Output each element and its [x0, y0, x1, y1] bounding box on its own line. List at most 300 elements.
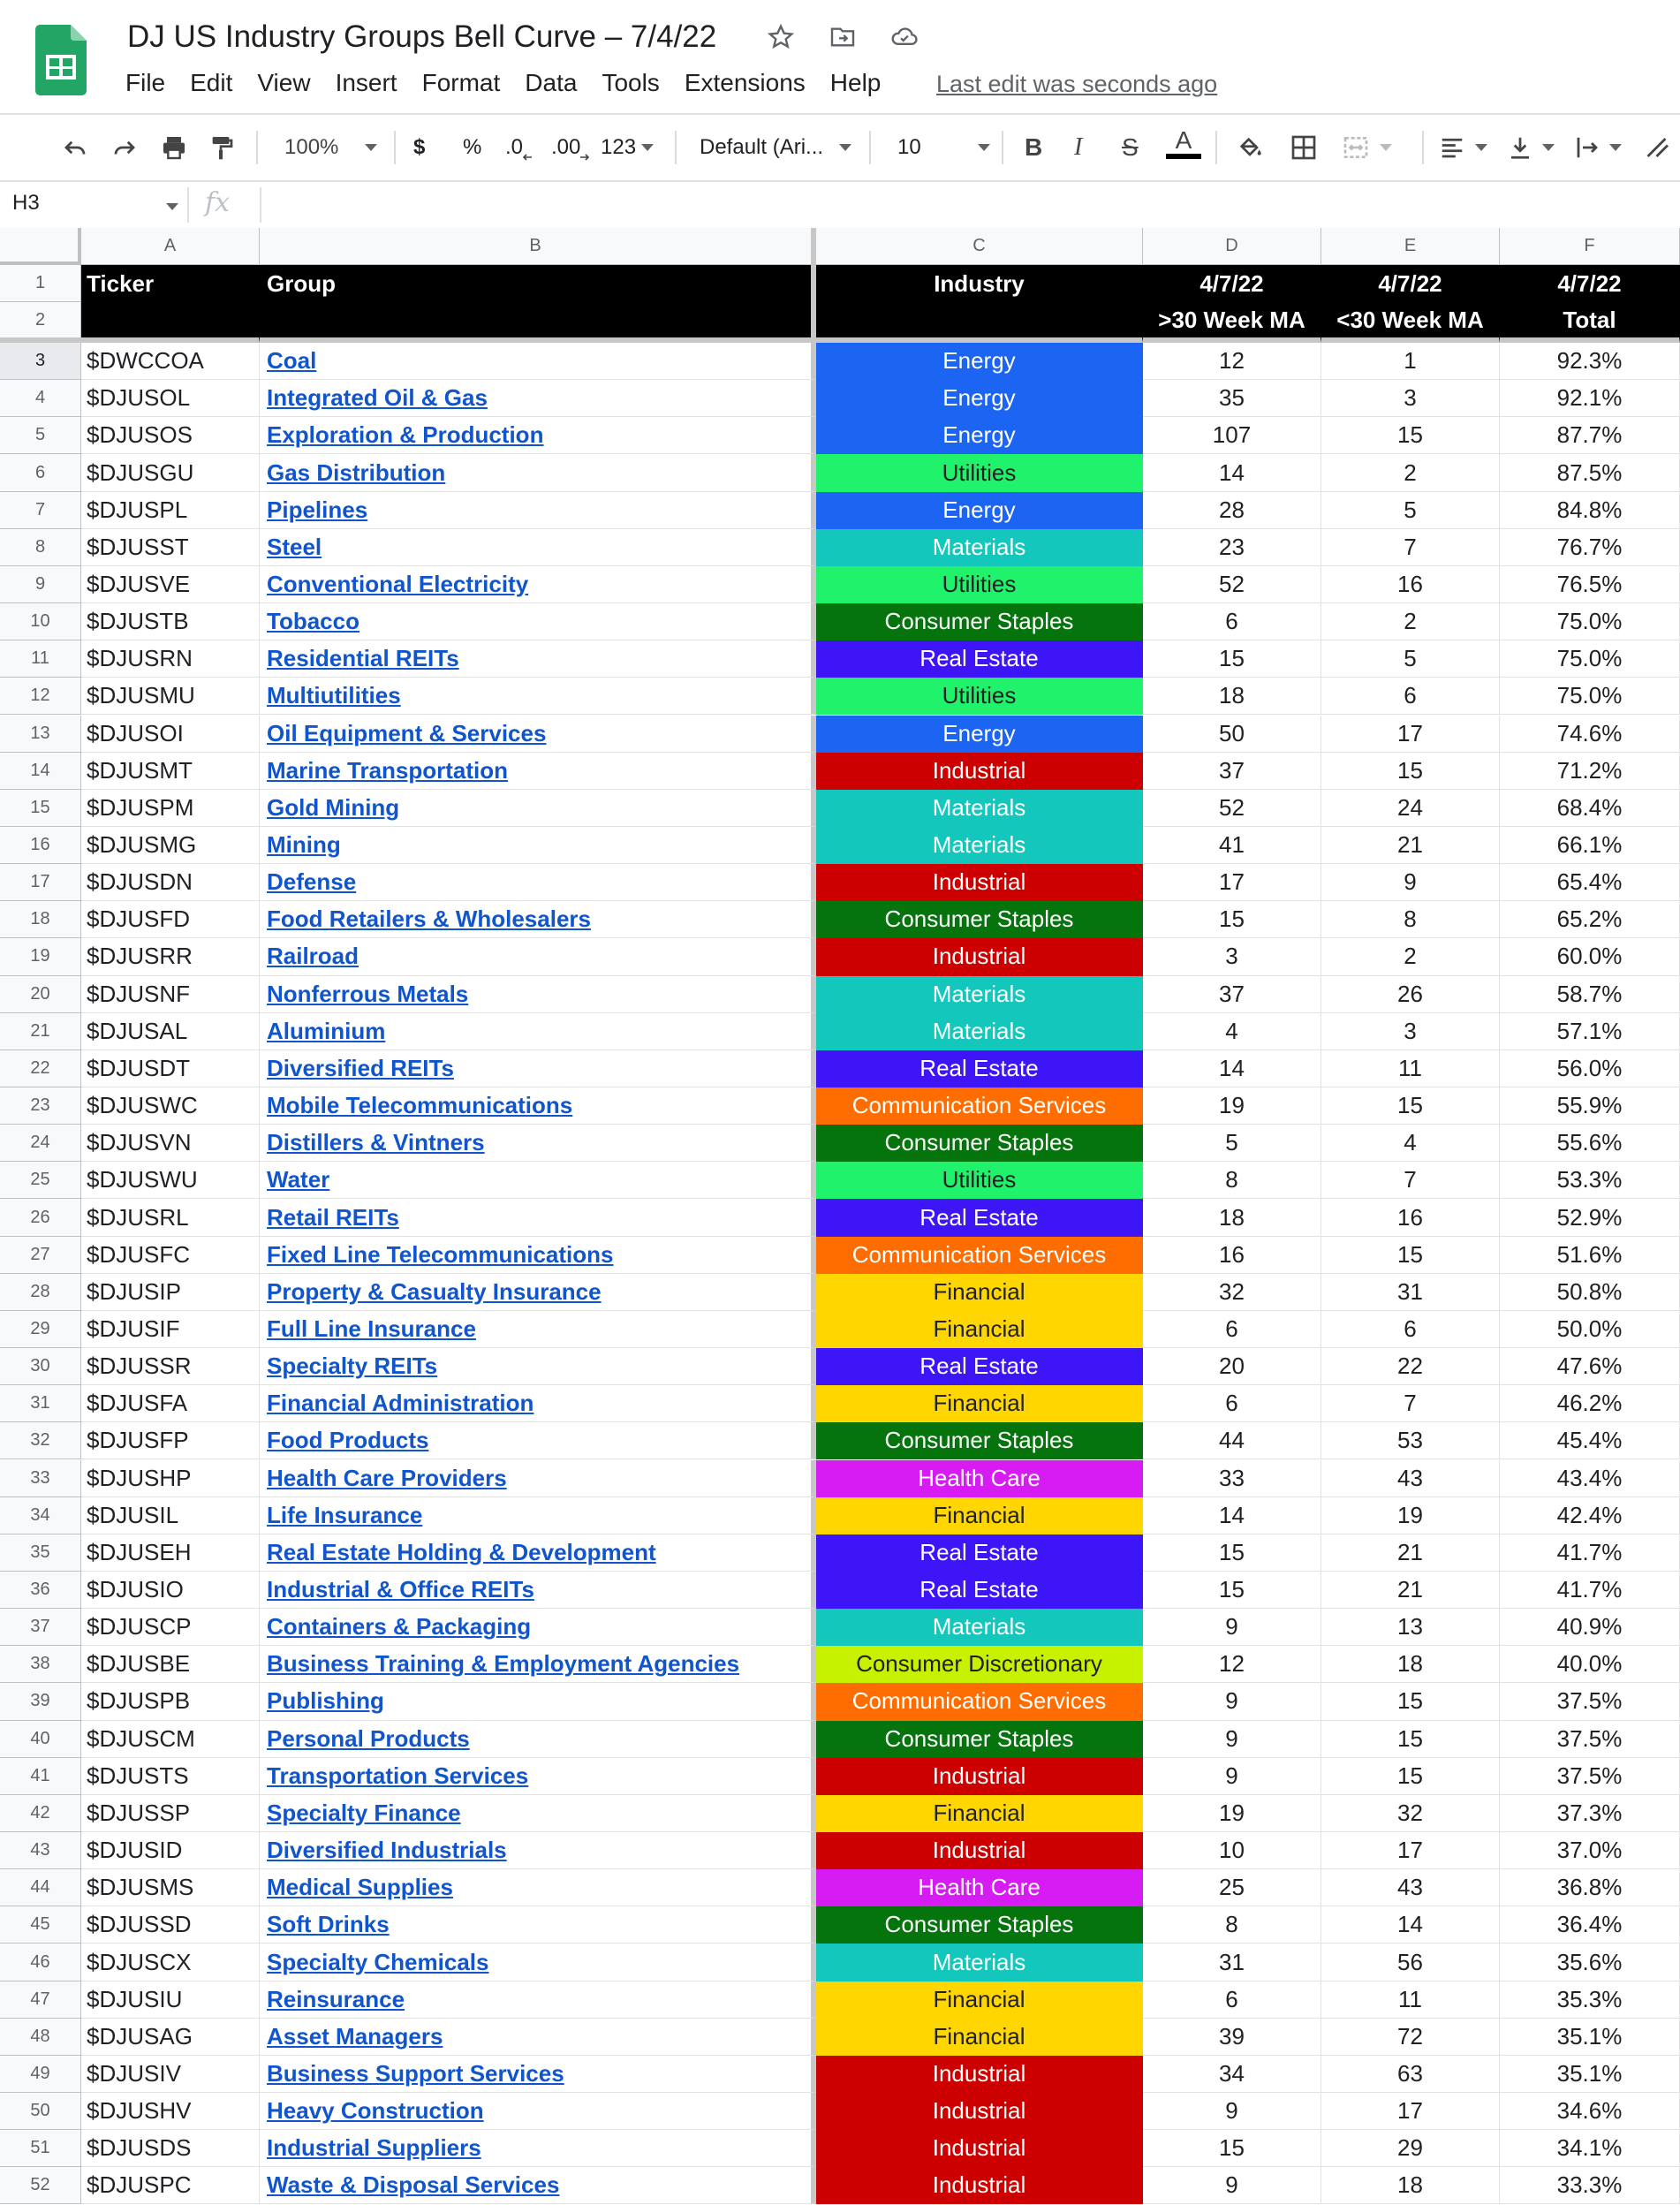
ticker-cell[interactable]: $DJUSMU [81, 678, 260, 715]
above-30-week-ma-cell[interactable]: 35 [1143, 380, 1321, 417]
group-link[interactable]: Industrial Suppliers [267, 2134, 481, 2162]
group-link[interactable]: Transportation Services [267, 1762, 529, 1789]
above-30-week-ma-cell[interactable]: 3 [1143, 938, 1321, 975]
above-30-week-ma-cell[interactable]: 6 [1143, 1311, 1321, 1348]
industry-cell[interactable]: Communication Services [816, 1087, 1143, 1125]
undo-icon[interactable] [60, 127, 90, 168]
row-number[interactable]: 20 [0, 976, 81, 1013]
below-30-week-ma-cell[interactable]: 15 [1321, 417, 1500, 454]
ticker-cell[interactable]: $DJUSIL [81, 1497, 260, 1534]
row-number[interactable]: 35 [0, 1534, 81, 1572]
group-cell[interactable] [260, 1237, 816, 1274]
total-percent-cell[interactable]: 84.8% [1500, 492, 1680, 529]
ticker-cell[interactable]: $DJUSFP [81, 1422, 260, 1459]
group-cell[interactable] [260, 566, 816, 603]
group-cell[interactable] [260, 1646, 816, 1683]
industry-cell[interactable]: Financial [816, 1274, 1143, 1311]
industry-cell[interactable]: Materials [816, 1944, 1143, 1981]
row-number[interactable]: 52 [0, 2167, 81, 2204]
total-percent-cell[interactable]: 47.6% [1500, 1348, 1680, 1385]
above-30-week-ma-cell[interactable]: 9 [1143, 1758, 1321, 1795]
industry-cell[interactable]: Industrial [816, 2093, 1143, 2130]
group-link[interactable]: Nonferrous Metals [267, 980, 469, 1007]
total-percent-cell[interactable]: 41.7% [1500, 1534, 1680, 1572]
group-link[interactable]: Water [267, 1166, 330, 1193]
ticker-cell[interactable]: $DJUSST [81, 529, 260, 566]
group-link[interactable]: Residential REITs [267, 645, 459, 672]
group-cell[interactable] [260, 417, 816, 454]
group-cell[interactable] [260, 1013, 816, 1050]
industry-cell[interactable]: Real Estate [816, 1572, 1143, 1609]
below-30-week-ma-cell[interactable]: 9 [1321, 864, 1500, 901]
industry-cell[interactable]: Utilities [816, 566, 1143, 603]
below-30-week-ma-cell[interactable]: 7 [1321, 1162, 1500, 1199]
row-number[interactable]: 25 [0, 1162, 81, 1199]
above-30-week-ma-cell[interactable]: 15 [1143, 1572, 1321, 1609]
industry-cell[interactable]: Industrial [816, 938, 1143, 975]
total-percent-cell[interactable]: 37.5% [1500, 1758, 1680, 1795]
above-30-week-ma-cell[interactable]: 18 [1143, 678, 1321, 715]
group-link[interactable]: Financial Administration [267, 1390, 534, 1417]
ticker-cell[interactable]: $DJUSVN [81, 1125, 260, 1162]
total-percent-cell[interactable]: 92.1% [1500, 380, 1680, 417]
industry-cell[interactable]: Materials [816, 827, 1143, 864]
above-30-week-ma-cell[interactable]: 28 [1143, 492, 1321, 529]
row-number[interactable]: 42 [0, 1795, 81, 1832]
above-30-week-ma-cell[interactable]: 14 [1143, 1497, 1321, 1534]
row-number[interactable]: 45 [0, 1906, 81, 1944]
above-30-week-ma-cell[interactable]: 19 [1143, 1087, 1321, 1125]
above-30-week-ma-cell[interactable]: 15 [1143, 640, 1321, 678]
group-cell[interactable] [260, 976, 816, 1013]
star-icon[interactable] [763, 19, 798, 55]
group-link[interactable]: Gold Mining [267, 793, 400, 821]
group-link[interactable]: Gas Distribution [267, 458, 446, 486]
industry-cell[interactable]: Industrial [816, 2130, 1143, 2167]
below-30-week-ma-cell[interactable]: 19 [1321, 1497, 1500, 1534]
row-number[interactable]: 24 [0, 1125, 81, 1162]
row-number[interactable]: 15 [0, 790, 81, 827]
industry-cell[interactable]: Industrial [816, 2167, 1143, 2204]
above-30-week-ma-cell[interactable]: 37 [1143, 753, 1321, 790]
menu-data[interactable]: Data [525, 69, 578, 96]
industry-cell[interactable]: Consumer Staples [816, 603, 1143, 640]
ticker-cell[interactable]: $DJUSHV [81, 2093, 260, 2130]
row-number[interactable]: 50 [0, 2093, 81, 2130]
row-number[interactable]: 8 [0, 529, 81, 566]
group-cell[interactable] [260, 1683, 816, 1720]
row-number[interactable]: 3 [0, 343, 81, 380]
row-number[interactable]: 47 [0, 1981, 81, 2019]
ticker-cell[interactable]: $DJUSOS [81, 417, 260, 454]
percent-format-button[interactable]: % [463, 135, 482, 159]
industry-cell[interactable]: Materials [816, 1013, 1143, 1050]
menu-tools[interactable]: Tools [602, 69, 660, 96]
industry-cell[interactable]: Materials [816, 1609, 1143, 1646]
group-cell[interactable] [260, 454, 816, 491]
header-ticker-sub[interactable] [81, 302, 260, 343]
industry-cell[interactable]: Real Estate [816, 640, 1143, 678]
total-percent-cell[interactable]: 87.7% [1500, 417, 1680, 454]
group-link[interactable]: Distillers & Vintners [267, 1129, 485, 1156]
above-30-week-ma-cell[interactable]: 50 [1143, 716, 1321, 753]
ticker-cell[interactable]: $DJUSSD [81, 1906, 260, 1944]
below-30-week-ma-cell[interactable]: 2 [1321, 938, 1500, 975]
above-30-week-ma-cell[interactable]: 37 [1143, 976, 1321, 1013]
industry-cell[interactable]: Real Estate [816, 1534, 1143, 1572]
above-30-week-ma-cell[interactable]: 19 [1143, 1795, 1321, 1832]
ticker-cell[interactable]: $DJUSIP [81, 1274, 260, 1311]
below-30-week-ma-cell[interactable]: 24 [1321, 790, 1500, 827]
row-number[interactable]: 7 [0, 492, 81, 529]
industry-cell[interactable]: Financial [816, 1981, 1143, 2019]
industry-cell[interactable]: Financial [816, 1311, 1143, 1348]
above-30-week-ma-cell[interactable]: 10 [1143, 1832, 1321, 1869]
industry-cell[interactable]: Energy [816, 343, 1143, 380]
row-number[interactable]: 21 [0, 1013, 81, 1050]
group-link[interactable]: Personal Products [267, 1724, 470, 1752]
group-cell[interactable] [260, 343, 816, 380]
row-number[interactable]: 37 [0, 1609, 81, 1646]
row-number[interactable]: 11 [0, 640, 81, 678]
group-cell[interactable] [260, 1274, 816, 1311]
total-percent-cell[interactable]: 58.7% [1500, 976, 1680, 1013]
total-percent-cell[interactable]: 92.3% [1500, 343, 1680, 380]
total-percent-cell[interactable]: 37.0% [1500, 1832, 1680, 1869]
row-number[interactable]: 17 [0, 864, 81, 901]
total-percent-cell[interactable]: 36.8% [1500, 1869, 1680, 1906]
ticker-cell[interactable]: $DJUSIV [81, 2056, 260, 2093]
below-30-week-ma-cell[interactable]: 26 [1321, 976, 1500, 1013]
cloud-saved-icon[interactable] [887, 19, 922, 55]
row-number[interactable]: 29 [0, 1311, 81, 1348]
total-percent-cell[interactable]: 35.6% [1500, 1944, 1680, 1981]
below-30-week-ma-cell[interactable]: 3 [1321, 1013, 1500, 1050]
menu-file[interactable]: File [125, 69, 166, 96]
ticker-cell[interactable]: $DJUSFD [81, 901, 260, 938]
ticker-cell[interactable]: $DJUSAG [81, 2019, 260, 2056]
below-30-week-ma-cell[interactable]: 56 [1321, 1944, 1500, 1981]
above-30-week-ma-cell[interactable]: 20 [1143, 1348, 1321, 1385]
row-number[interactable]: 32 [0, 1422, 81, 1459]
menu-format[interactable]: Format [421, 69, 501, 96]
row-number[interactable]: 43 [0, 1832, 81, 1869]
group-link[interactable]: Multiutilities [267, 682, 401, 709]
industry-cell[interactable]: Materials [816, 529, 1143, 566]
below-30-week-ma-cell[interactable]: 21 [1321, 827, 1500, 864]
group-cell[interactable] [260, 901, 816, 938]
above-30-week-ma-cell[interactable]: 15 [1143, 1534, 1321, 1572]
industry-cell[interactable]: Energy [816, 716, 1143, 753]
group-link[interactable]: Soft Drinks [267, 1911, 390, 1938]
ticker-cell[interactable]: $DJUSRR [81, 938, 260, 975]
below-30-week-ma-cell[interactable]: 32 [1321, 1795, 1500, 1832]
row-number[interactable]: 6 [0, 454, 81, 491]
row-number[interactable]: 30 [0, 1348, 81, 1385]
header-industry[interactable]: Industry [816, 265, 1143, 302]
below-30-week-ma-cell[interactable]: 2 [1321, 454, 1500, 491]
row-number[interactable]: 16 [0, 827, 81, 864]
group-cell[interactable] [260, 678, 816, 715]
group-link[interactable]: Business Training & Employment Agencies [267, 1650, 740, 1678]
group-link[interactable]: Asset Managers [267, 2022, 443, 2050]
total-percent-cell[interactable]: 50.0% [1500, 1311, 1680, 1348]
header-date-above[interactable]: 4/7/22 [1143, 265, 1321, 302]
below-30-week-ma-cell[interactable]: 15 [1321, 1721, 1500, 1758]
industry-cell[interactable]: Materials [816, 976, 1143, 1013]
group-link[interactable]: Defense [267, 868, 357, 896]
above-30-week-ma-cell[interactable]: 41 [1143, 827, 1321, 864]
industry-cell[interactable]: Energy [816, 380, 1143, 417]
group-cell[interactable] [260, 603, 816, 640]
bold-button[interactable]: B [1025, 133, 1043, 161]
ticker-cell[interactable]: $DJUSPM [81, 790, 260, 827]
group-link[interactable]: Specialty Finance [267, 1799, 461, 1826]
ticker-cell[interactable]: $DJUSAL [81, 1013, 260, 1050]
total-percent-cell[interactable]: 37.5% [1500, 1683, 1680, 1720]
ticker-cell[interactable]: $DJUSPL [81, 492, 260, 529]
group-cell[interactable] [260, 1944, 816, 1981]
text-wrapping-icon[interactable] [1574, 127, 1622, 168]
industry-cell[interactable]: Financial [816, 1795, 1143, 1832]
group-cell[interactable] [260, 938, 816, 975]
group-link[interactable]: Real Estate Holding & Development [267, 1538, 656, 1565]
row-number[interactable]: 51 [0, 2130, 81, 2167]
group-cell[interactable] [260, 1348, 816, 1385]
total-percent-cell[interactable]: 76.7% [1500, 529, 1680, 566]
text-color-button[interactable] [1166, 127, 1201, 168]
move-folder-icon[interactable] [825, 19, 860, 55]
total-percent-cell[interactable]: 40.0% [1500, 1646, 1680, 1683]
group-link[interactable]: Business Support Services [267, 2059, 564, 2087]
above-30-week-ma-cell[interactable]: 23 [1143, 529, 1321, 566]
below-30-week-ma-cell[interactable]: 7 [1321, 529, 1500, 566]
ticker-cell[interactable]: $DJUSFA [81, 1385, 260, 1422]
industry-cell[interactable]: Industrial [816, 864, 1143, 901]
row-number[interactable]: 31 [0, 1385, 81, 1422]
ticker-cell[interactable]: $DJUSID [81, 1832, 260, 1869]
below-30-week-ma-cell[interactable]: 21 [1321, 1534, 1500, 1572]
group-link[interactable]: Food Retailers & Wholesalers [267, 905, 591, 933]
vertical-align-icon[interactable] [1507, 127, 1555, 168]
below-30-week-ma-cell[interactable]: 4 [1321, 1125, 1500, 1162]
group-link[interactable]: Aluminium [267, 1017, 386, 1044]
row-number[interactable]: 44 [0, 1869, 81, 1906]
menu-help[interactable]: Help [829, 69, 882, 96]
above-30-week-ma-cell[interactable]: 9 [1143, 1721, 1321, 1758]
group-cell[interactable] [260, 827, 816, 864]
row-number[interactable]: 33 [0, 1460, 81, 1497]
total-percent-cell[interactable]: 35.1% [1500, 2019, 1680, 2056]
total-percent-cell[interactable]: 45.4% [1500, 1422, 1680, 1459]
group-link[interactable]: Retail REITs [267, 1203, 399, 1231]
below-30-week-ma-cell[interactable]: 15 [1321, 753, 1500, 790]
above-30-week-ma-cell[interactable]: 16 [1143, 1237, 1321, 1274]
menu-view[interactable]: View [257, 69, 311, 96]
total-percent-cell[interactable]: 55.9% [1500, 1087, 1680, 1125]
above-30-week-ma-cell[interactable]: 52 [1143, 790, 1321, 827]
group-link[interactable]: Specialty REITs [267, 1353, 438, 1380]
ticker-cell[interactable]: $DJUSIF [81, 1311, 260, 1348]
total-percent-cell[interactable]: 51.6% [1500, 1237, 1680, 1274]
total-percent-cell[interactable]: 75.0% [1500, 603, 1680, 640]
ticker-cell[interactable]: $DJUSWU [81, 1162, 260, 1199]
below-30-week-ma-cell[interactable]: 5 [1321, 492, 1500, 529]
below-30-week-ma-cell[interactable]: 2 [1321, 603, 1500, 640]
above-30-week-ma-cell[interactable]: 9 [1143, 1683, 1321, 1720]
group-cell[interactable] [260, 1869, 816, 1906]
ticker-cell[interactable]: $DJUSVE [81, 566, 260, 603]
column-header-b[interactable]: B [260, 228, 816, 265]
above-30-week-ma-cell[interactable]: 12 [1143, 1646, 1321, 1683]
group-cell[interactable] [260, 492, 816, 529]
select-all-corner[interactable] [0, 228, 81, 265]
above-30-week-ma-cell[interactable]: 12 [1143, 343, 1321, 380]
industry-cell[interactable]: Materials [816, 790, 1143, 827]
row-number[interactable]: 4 [0, 380, 81, 417]
borders-icon[interactable] [1290, 127, 1318, 168]
below-30-week-ma-cell[interactable]: 31 [1321, 1274, 1500, 1311]
ticker-cell[interactable]: $DJUSDN [81, 864, 260, 901]
total-percent-cell[interactable]: 33.3% [1500, 2167, 1680, 2204]
ticker-cell[interactable]: $DJUSMT [81, 753, 260, 790]
group-cell[interactable] [260, 716, 816, 753]
below-30-week-ma-cell[interactable]: 18 [1321, 2167, 1500, 2204]
above-30-week-ma-cell[interactable]: 18 [1143, 1199, 1321, 1236]
above-30-week-ma-cell[interactable]: 14 [1143, 1050, 1321, 1087]
below-30-week-ma-cell[interactable]: 43 [1321, 1460, 1500, 1497]
industry-cell[interactable]: Utilities [816, 678, 1143, 715]
row-number[interactable]: 36 [0, 1572, 81, 1609]
above-30-week-ma-cell[interactable]: 4 [1143, 1013, 1321, 1050]
column-header-c[interactable]: C [816, 228, 1143, 265]
above-30-week-ma-cell[interactable]: 52 [1143, 566, 1321, 603]
sheets-logo-icon[interactable] [35, 25, 87, 95]
row-number[interactable]: 9 [0, 566, 81, 603]
total-percent-cell[interactable]: 60.0% [1500, 938, 1680, 975]
total-percent-cell[interactable]: 34.1% [1500, 2130, 1680, 2167]
group-cell[interactable] [260, 1572, 816, 1609]
group-cell[interactable] [260, 640, 816, 678]
below-30-week-ma-cell[interactable]: 6 [1321, 678, 1500, 715]
group-link[interactable]: Property & Casualty Insurance [267, 1277, 602, 1305]
ticker-cell[interactable]: $DJUSOI [81, 716, 260, 753]
below-30-week-ma-cell[interactable]: 11 [1321, 1981, 1500, 2019]
total-percent-cell[interactable]: 35.1% [1500, 2056, 1680, 2093]
font-family-select[interactable] [700, 127, 851, 168]
header-below-30-week-ma[interactable]: <30 Week MA [1321, 302, 1500, 343]
group-cell[interactable] [260, 1460, 816, 1497]
below-30-week-ma-cell[interactable]: 21 [1321, 1572, 1500, 1609]
header-industry-sub[interactable] [816, 302, 1143, 343]
group-cell[interactable] [260, 1125, 816, 1162]
group-link[interactable]: Conventional Electricity [267, 570, 529, 597]
industry-cell[interactable]: Consumer Staples [816, 1721, 1143, 1758]
total-percent-cell[interactable]: 40.9% [1500, 1609, 1680, 1646]
ticker-cell[interactable]: $DJUSCM [81, 1721, 260, 1758]
ticker-cell[interactable]: $DJUSFC [81, 1237, 260, 1274]
total-percent-cell[interactable]: 46.2% [1500, 1385, 1680, 1422]
zoom-select[interactable] [284, 127, 377, 168]
group-cell[interactable] [260, 2056, 816, 2093]
total-percent-cell[interactable]: 50.8% [1500, 1274, 1680, 1311]
group-cell[interactable] [260, 529, 816, 566]
group-link[interactable]: Integrated Oil & Gas [267, 384, 488, 412]
menu-insert[interactable]: Insert [335, 69, 397, 96]
below-30-week-ma-cell[interactable]: 72 [1321, 2019, 1500, 2056]
group-link[interactable]: Coal [267, 347, 317, 375]
ticker-cell[interactable]: $DJUSRN [81, 640, 260, 678]
document-title[interactable]: DJ US Industry Groups Bell Curve – 7/4/22 [127, 19, 717, 54]
below-30-week-ma-cell[interactable]: 43 [1321, 1869, 1500, 1906]
row-number[interactable]: 1 [0, 265, 81, 302]
above-30-week-ma-cell[interactable]: 14 [1143, 454, 1321, 491]
above-30-week-ma-cell[interactable]: 31 [1143, 1944, 1321, 1981]
industry-cell[interactable]: Financial [816, 1385, 1143, 1422]
total-percent-cell[interactable]: 37.5% [1500, 1721, 1680, 1758]
header-group[interactable]: Group [260, 265, 816, 302]
total-percent-cell[interactable]: 42.4% [1500, 1497, 1680, 1534]
total-percent-cell[interactable]: 41.7% [1500, 1572, 1680, 1609]
below-30-week-ma-cell[interactable]: 15 [1321, 1237, 1500, 1274]
industry-cell[interactable]: Health Care [816, 1460, 1143, 1497]
above-30-week-ma-cell[interactable]: 6 [1143, 1981, 1321, 2019]
row-number[interactable]: 28 [0, 1274, 81, 1311]
row-number[interactable]: 22 [0, 1050, 81, 1087]
group-cell[interactable] [260, 2167, 816, 2204]
ticker-cell[interactable]: $DJUSIO [81, 1572, 260, 1609]
below-30-week-ma-cell[interactable]: 8 [1321, 901, 1500, 938]
group-link[interactable]: Industrial & Office REITs [267, 1576, 534, 1603]
group-cell[interactable] [260, 753, 816, 790]
group-link[interactable]: Specialty Chemicals [267, 1948, 489, 1975]
below-30-week-ma-cell[interactable]: 29 [1321, 2130, 1500, 2167]
industry-cell[interactable]: Health Care [816, 1869, 1143, 1906]
group-link[interactable]: Marine Transportation [267, 756, 509, 784]
group-link[interactable]: Health Care Providers [267, 1464, 507, 1491]
above-30-week-ma-cell[interactable]: 33 [1143, 1460, 1321, 1497]
group-cell[interactable] [260, 2093, 816, 2130]
font-size-select[interactable] [897, 127, 990, 168]
total-percent-cell[interactable]: 43.4% [1500, 1460, 1680, 1497]
last-edit-link[interactable]: Last edit was seconds ago [936, 71, 1218, 97]
industry-cell[interactable]: Financial [816, 1497, 1143, 1534]
group-link[interactable]: Heavy Construction [267, 2097, 484, 2125]
industry-cell[interactable]: Consumer Staples [816, 1125, 1143, 1162]
row-number[interactable]: 40 [0, 1721, 81, 1758]
more-formats-select[interactable] [601, 127, 654, 168]
currency-format-button[interactable]: $ [413, 135, 426, 159]
header-ticker[interactable]: Ticker [81, 265, 260, 302]
group-cell[interactable] [260, 1199, 816, 1236]
total-percent-cell[interactable]: 76.5% [1500, 566, 1680, 603]
below-30-week-ma-cell[interactable]: 16 [1321, 1199, 1500, 1236]
below-30-week-ma-cell[interactable]: 5 [1321, 640, 1500, 678]
ticker-cell[interactable]: $DWCCOA [81, 343, 260, 380]
strikethrough-button[interactable]: S [1122, 133, 1139, 161]
row-number[interactable]: 19 [0, 938, 81, 975]
header-above-30-week-ma[interactable]: >30 Week MA [1143, 302, 1321, 343]
above-30-week-ma-cell[interactable]: 8 [1143, 1162, 1321, 1199]
group-link[interactable]: Mining [267, 831, 341, 858]
group-cell[interactable] [260, 2130, 816, 2167]
redo-icon[interactable] [110, 127, 140, 168]
below-30-week-ma-cell[interactable]: 7 [1321, 1385, 1500, 1422]
industry-cell[interactable]: Real Estate [816, 1348, 1143, 1385]
below-30-week-ma-cell[interactable]: 15 [1321, 1087, 1500, 1125]
total-percent-cell[interactable]: 52.9% [1500, 1199, 1680, 1236]
above-30-week-ma-cell[interactable]: 6 [1143, 603, 1321, 640]
